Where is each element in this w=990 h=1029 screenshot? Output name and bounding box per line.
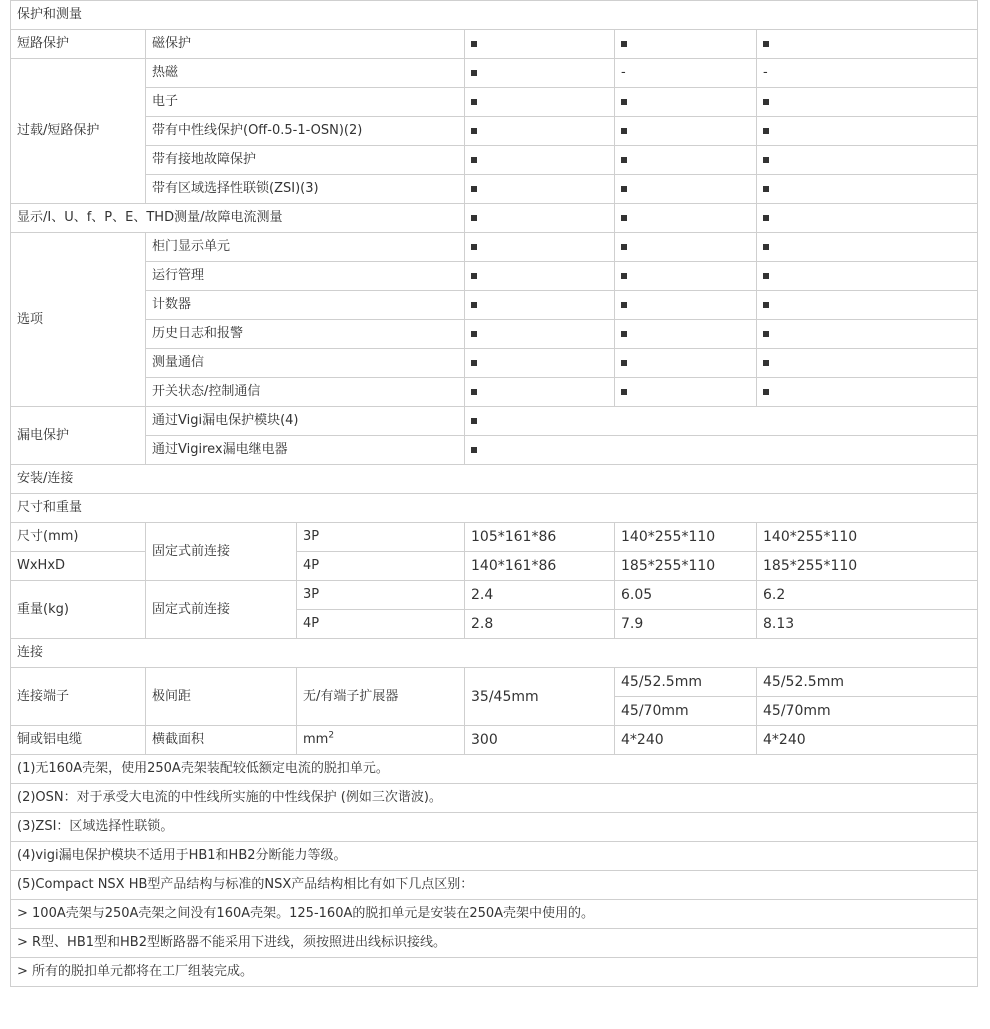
section-header-protection bbox=[11, 1, 978, 30]
row-label: 尺寸(mm) bbox=[11, 523, 146, 552]
table-row bbox=[11, 436, 978, 465]
row-label: 显示/I、U、f、P、E、THD测量/故障电流测量 bbox=[11, 204, 465, 233]
section-header-install bbox=[11, 465, 978, 494]
extender-label: 无/有端子扩展器 bbox=[297, 668, 465, 726]
table-row bbox=[11, 175, 978, 204]
cell-available bbox=[465, 349, 615, 378]
note-row bbox=[11, 755, 978, 784]
value-cell: 300 bbox=[465, 726, 615, 755]
value-cell: 4*240 bbox=[615, 726, 757, 755]
row-label: 重量(kg) bbox=[11, 581, 146, 639]
cell-available bbox=[615, 291, 757, 320]
filled-square-icon bbox=[471, 70, 477, 76]
cell-available bbox=[615, 175, 757, 204]
value-cell: 185*255*110 bbox=[757, 552, 978, 581]
cell-available bbox=[465, 320, 615, 349]
cell-available bbox=[615, 233, 757, 262]
row-sub-label: 带有接地故障保护 bbox=[146, 146, 465, 175]
cell-available bbox=[757, 349, 978, 378]
footnote: (4)vigi漏电保护模块不适用于HB1和HB2分断能力等级。 bbox=[11, 842, 978, 871]
cell-available bbox=[757, 233, 978, 262]
mount-label: 固定式前连接 bbox=[146, 581, 297, 639]
filled-square-icon bbox=[763, 273, 769, 279]
row-sub-label: 测量通信 bbox=[146, 349, 465, 378]
cell-available bbox=[757, 204, 978, 233]
cell-available bbox=[615, 88, 757, 117]
filled-square-icon bbox=[471, 215, 477, 221]
section-title: 安装/连接 bbox=[11, 465, 978, 494]
filled-square-icon bbox=[621, 302, 627, 308]
cell-available bbox=[465, 407, 978, 436]
table-row bbox=[11, 233, 978, 262]
filled-square-icon bbox=[471, 99, 477, 105]
row-sub-label: 计数器 bbox=[146, 291, 465, 320]
footnote: > 所有的脱扣单元都将在工厂组装完成。 bbox=[11, 958, 978, 987]
filled-square-icon bbox=[471, 447, 477, 453]
cell-available bbox=[465, 233, 615, 262]
filled-square-icon bbox=[621, 128, 627, 134]
spec-table bbox=[10, 0, 978, 987]
cell-available bbox=[465, 291, 615, 320]
cell-available bbox=[615, 117, 757, 146]
cell-unavailable: - bbox=[757, 59, 978, 88]
spec-table-container bbox=[10, 0, 978, 987]
filled-square-icon bbox=[471, 273, 477, 279]
filled-square-icon bbox=[763, 157, 769, 163]
footnote: (3)ZSI：区域选择性联锁。 bbox=[11, 813, 978, 842]
row-sub-label: 磁保护 bbox=[146, 30, 465, 59]
unit-cell bbox=[297, 726, 465, 755]
filled-square-icon bbox=[621, 99, 627, 105]
filled-square-icon bbox=[471, 331, 477, 337]
section-header-dimensions bbox=[11, 494, 978, 523]
table-row bbox=[11, 88, 978, 117]
filled-square-icon bbox=[763, 244, 769, 250]
cell-available bbox=[465, 59, 615, 88]
filled-square-icon bbox=[621, 41, 627, 47]
cell-available bbox=[757, 291, 978, 320]
table-row bbox=[11, 146, 978, 175]
filled-square-icon bbox=[471, 157, 477, 163]
row-label: 过载/短路保护 bbox=[11, 59, 146, 204]
value-cell: 2.8 bbox=[465, 610, 615, 639]
table-row bbox=[11, 407, 978, 436]
value-cell: 140*255*110 bbox=[757, 523, 978, 552]
table-row bbox=[11, 668, 978, 697]
cell-available bbox=[465, 175, 615, 204]
cell-available bbox=[465, 262, 615, 291]
filled-square-icon bbox=[763, 186, 769, 192]
cell-available bbox=[615, 320, 757, 349]
section-header-connection bbox=[11, 639, 978, 668]
value-cell: 140*255*110 bbox=[615, 523, 757, 552]
pole-label: 3P bbox=[297, 581, 465, 610]
cell-available bbox=[757, 175, 978, 204]
pole-label: 3P bbox=[297, 523, 465, 552]
filled-square-icon bbox=[763, 360, 769, 366]
footnote: (5)Compact NSX HB型产品结构与标准的NSX产品结构相比有如下几点区别： bbox=[11, 871, 978, 900]
note-row bbox=[11, 842, 978, 871]
filled-square-icon bbox=[471, 389, 477, 395]
value-cell: 8.13 bbox=[757, 610, 978, 639]
table-row bbox=[11, 30, 978, 59]
filled-square-icon bbox=[471, 302, 477, 308]
filled-square-icon bbox=[621, 186, 627, 192]
row-sub-label: 电子 bbox=[146, 88, 465, 117]
value-cell: 45/52.5mm bbox=[757, 668, 978, 697]
value-cell: 7.9 bbox=[615, 610, 757, 639]
cell-available bbox=[615, 262, 757, 291]
footnote: (2)OSN：对于承受大电流的中性线所实施的中性线保护 (例如三次谐波)。 bbox=[11, 784, 978, 813]
filled-square-icon bbox=[763, 215, 769, 221]
unit-text: mm bbox=[303, 732, 329, 747]
filled-square-icon bbox=[621, 360, 627, 366]
section-title: 尺寸和重量 bbox=[11, 494, 978, 523]
note-row bbox=[11, 929, 978, 958]
table-row bbox=[11, 291, 978, 320]
filled-square-icon bbox=[621, 215, 627, 221]
pole-label: 4P bbox=[297, 552, 465, 581]
filled-square-icon bbox=[471, 418, 477, 424]
filled-square-icon bbox=[763, 389, 769, 395]
cell-available bbox=[757, 146, 978, 175]
mount-label: 固定式前连接 bbox=[146, 523, 297, 581]
row-sub-label: 运行管理 bbox=[146, 262, 465, 291]
filled-square-icon bbox=[763, 128, 769, 134]
row-label: 连接端子 bbox=[11, 668, 146, 726]
row-sub-label: 历史日志和报警 bbox=[146, 320, 465, 349]
note-row bbox=[11, 871, 978, 900]
cell-available bbox=[465, 117, 615, 146]
table-row bbox=[11, 378, 978, 407]
table-row bbox=[11, 117, 978, 146]
section-label: 横截面积 bbox=[146, 726, 297, 755]
value-cell: 6.2 bbox=[757, 581, 978, 610]
value-cell: 105*161*86 bbox=[465, 523, 615, 552]
cell-available bbox=[757, 88, 978, 117]
cell-available bbox=[465, 30, 615, 59]
value-cell: 185*255*110 bbox=[615, 552, 757, 581]
table-row bbox=[11, 581, 978, 610]
filled-square-icon bbox=[763, 99, 769, 105]
cell-unavailable: - bbox=[615, 59, 757, 88]
filled-square-icon bbox=[763, 331, 769, 337]
row-label: 选项 bbox=[11, 233, 146, 407]
note-row bbox=[11, 900, 978, 929]
cell-available bbox=[757, 30, 978, 59]
value-cell: 45/52.5mm bbox=[615, 668, 757, 697]
row-sub-label: 带有区域选择性联锁(ZSI)(3) bbox=[146, 175, 465, 204]
table-row bbox=[11, 320, 978, 349]
table-row bbox=[11, 262, 978, 291]
filled-square-icon bbox=[471, 41, 477, 47]
row-sub-label: 带有中性线保护(Off-0.5-1-OSN)(2) bbox=[146, 117, 465, 146]
cell-available bbox=[615, 204, 757, 233]
pitch-label: 极间距 bbox=[146, 668, 297, 726]
table-row bbox=[11, 726, 978, 755]
filled-square-icon bbox=[471, 186, 477, 192]
filled-square-icon bbox=[621, 331, 627, 337]
pole-label: 4P bbox=[297, 610, 465, 639]
cell-available bbox=[465, 88, 615, 117]
filled-square-icon bbox=[471, 128, 477, 134]
value-cell: 45/70mm bbox=[615, 697, 757, 726]
footnote: > 100A壳架与250A壳架之间没有160A壳架。125-160A的脱扣单元是安装在250A壳架中使用的。 bbox=[11, 900, 978, 929]
footnote: > R型、HB1型和HB2型断路器不能采用下进线，须按照进出线标识接线。 bbox=[11, 929, 978, 958]
table-row bbox=[11, 59, 978, 88]
value-cell: 45/70mm bbox=[757, 697, 978, 726]
row-sub-label: 热磁 bbox=[146, 59, 465, 88]
cell-available bbox=[615, 30, 757, 59]
value-cell: 6.05 bbox=[615, 581, 757, 610]
value-cell: 2.4 bbox=[465, 581, 615, 610]
row-sub-label: 开关状态/控制通信 bbox=[146, 378, 465, 407]
row-sub-label: 通过Vigi漏电保护模块(4) bbox=[146, 407, 465, 436]
row-label: WxHxD bbox=[11, 552, 146, 581]
value-cell: 4*240 bbox=[757, 726, 978, 755]
row-label: 铜或铝电缆 bbox=[11, 726, 146, 755]
cell-available bbox=[465, 378, 615, 407]
section-title: 连接 bbox=[11, 639, 978, 668]
value-cell: 35/45mm bbox=[465, 668, 615, 726]
cell-available bbox=[615, 349, 757, 378]
filled-square-icon bbox=[621, 244, 627, 250]
cell-available bbox=[757, 262, 978, 291]
section-title: 保护和测量 bbox=[11, 1, 978, 30]
cell-available bbox=[757, 117, 978, 146]
cell-available bbox=[465, 204, 615, 233]
footnote: (1)无160A壳架，使用250A壳架装配较低额定电流的脱扣单元。 bbox=[11, 755, 978, 784]
row-label: 短路保护 bbox=[11, 30, 146, 59]
filled-square-icon bbox=[621, 389, 627, 395]
row-sub-label: 柜门显示单元 bbox=[146, 233, 465, 262]
note-row bbox=[11, 958, 978, 987]
filled-square-icon bbox=[621, 157, 627, 163]
cell-available bbox=[465, 436, 978, 465]
table-row bbox=[11, 349, 978, 378]
cell-available bbox=[757, 320, 978, 349]
filled-square-icon bbox=[471, 360, 477, 366]
cell-available bbox=[615, 378, 757, 407]
filled-square-icon bbox=[471, 244, 477, 250]
row-label: 漏电保护 bbox=[11, 407, 146, 465]
cell-available bbox=[465, 146, 615, 175]
value-cell: 140*161*86 bbox=[465, 552, 615, 581]
filled-square-icon bbox=[621, 273, 627, 279]
filled-square-icon bbox=[763, 302, 769, 308]
table-row bbox=[11, 523, 978, 552]
row-sub-label: 通过Vigirex漏电继电器 bbox=[146, 436, 465, 465]
note-row bbox=[11, 813, 978, 842]
unit-superscript: 2 bbox=[328, 730, 335, 741]
filled-square-icon bbox=[763, 41, 769, 47]
table-row bbox=[11, 204, 978, 233]
cell-available bbox=[757, 378, 978, 407]
cell-available bbox=[615, 146, 757, 175]
note-row bbox=[11, 784, 978, 813]
